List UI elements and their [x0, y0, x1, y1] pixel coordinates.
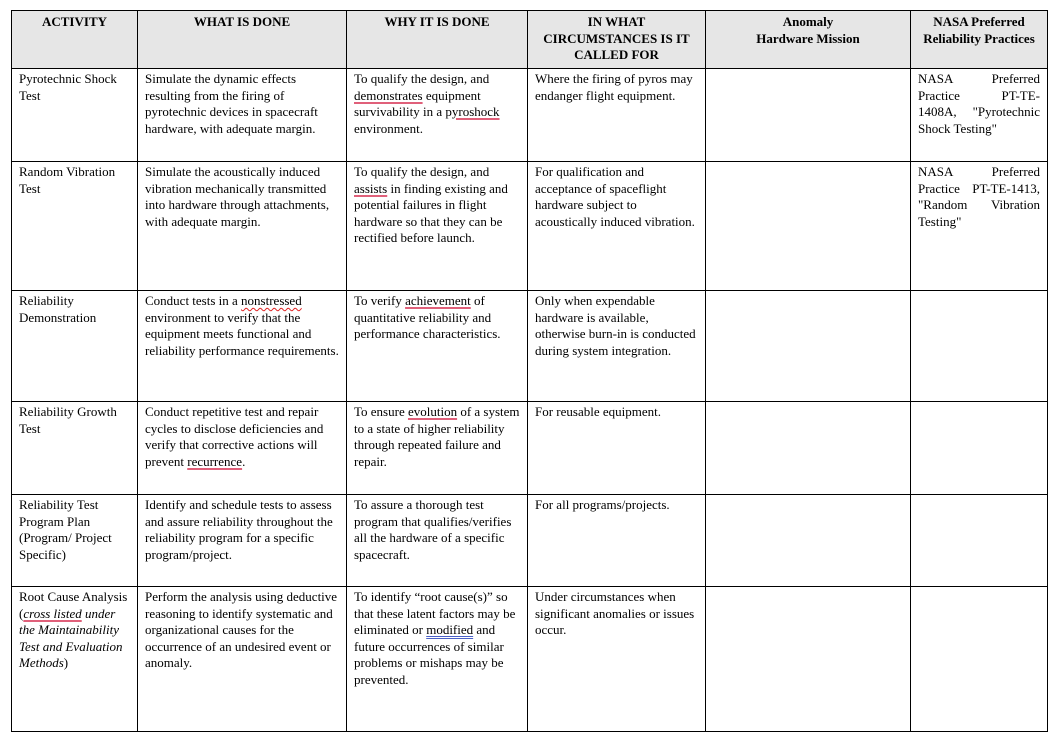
cell-why	[347, 162, 528, 291]
cell-anomaly	[706, 69, 911, 162]
cell-what-text: Conduct repetitive test and repair cycles to disclose deficiencies and verify that corrective actions will prevent	[145, 404, 324, 469]
cell-why	[347, 587, 528, 732]
table-row	[12, 587, 1048, 732]
cell-circumstances: For qualification and acceptance of spaceflight hardware subject to acoustically induced vibration.	[528, 162, 706, 291]
table-row	[12, 495, 1048, 587]
header-row	[12, 11, 1048, 69]
cell-anomaly	[706, 162, 911, 291]
table-row	[12, 69, 1048, 162]
flagged-word: pyroshock	[445, 104, 500, 119]
misspelled-word: nonstressed	[241, 293, 302, 308]
cell-why-text: To verify	[354, 293, 406, 308]
flagged-word: assists	[354, 180, 388, 196]
cell-why-text: of quantitative reliability and performance characteristics.	[354, 293, 501, 341]
header-anomaly-label: Anomaly Hardware Mission	[756, 14, 860, 46]
cell-why-text: environment.	[354, 120, 423, 136]
cell-circumstances: For all programs/projects.	[528, 495, 706, 587]
cell-activity-note: under the Maintainability Test and Evaluation Methods	[19, 605, 123, 670]
cell-nasa-practice: NASA Preferred Practice PT-TE-1413, "Random Vibration Testing"	[911, 162, 1048, 291]
cell-why-text: To qualify the design, and	[354, 71, 490, 86]
cell-nasa-practice: NASA Preferred Practice PT-TE-1408A, "Pyrotechnic Shock Testing"	[911, 69, 1048, 162]
cell-what	[138, 291, 347, 402]
flagged-word: recurrence	[187, 453, 243, 469]
header-circumstances: IN WHAT CIRCUMSTANCES IS IT CALLED FOR	[528, 11, 706, 69]
cell-circumstances: Only when expendable hardware is available, otherwise burn-in is conducted during system integration.	[528, 291, 706, 402]
cell-why: To assure a thorough test program that qualifies/verifies all the hardware of a specific spacecraft.	[347, 495, 528, 587]
flagged-word: evolution	[407, 404, 458, 419]
cell-circumstances: Under circumstances when significant anomalies or issues occur.	[528, 587, 706, 732]
cell-activity-open: (	[19, 605, 24, 621]
flagged-word: modified	[426, 622, 474, 637]
cell-activity: Pyrotechnic Shock Test	[12, 69, 138, 162]
header-what-is-done: WHAT IS DONE	[138, 11, 347, 69]
cell-why-text: of a system to a state of higher reliability through repeated failure and repair.	[354, 404, 520, 469]
cell-anomaly	[706, 291, 911, 402]
cell-circumstances: For reusable equipment.	[528, 402, 706, 495]
cell-activity: Random Vibration Test	[12, 162, 138, 291]
cell-activity: Reliability Test Program Plan (Program/ Project Specific)	[12, 495, 138, 587]
cell-what: Perform the analysis using deductive reasoning to identify systematic and organizational causes for the occurrence of an undesired event or anomaly.	[138, 587, 347, 732]
cell-what	[138, 402, 347, 495]
cell-why	[347, 69, 528, 162]
cell-why-text: in finding existing and potential failures in flight hardware so that they can be rectified before launch.	[354, 180, 508, 245]
flagged-word: demonstrates	[354, 87, 423, 103]
cell-what-text: environment to verify that the equipment meets functional and reliability performance requirements.	[145, 309, 339, 358]
cell-what: Simulate the acoustically induced vibration mechanically transmitted into hardware through attachments, with adequate margin.	[138, 162, 347, 291]
cell-nasa-practice	[911, 402, 1048, 495]
header-why-it-is-done: WHY IT IS DONE	[347, 11, 528, 69]
cell-activity-close: )	[63, 655, 69, 670]
header-activity: ACTIVITY	[12, 11, 138, 69]
cell-why	[347, 402, 528, 495]
cell-nasa-practice	[911, 587, 1048, 732]
table-row	[12, 162, 1048, 291]
cell-circumstances: Where the firing of pyros may endanger flight equipment.	[528, 69, 706, 162]
cell-what: Simulate the dynamic effects resulting from the firing of pyrotechnic devices in spacecraft hardware, with adequate margin.	[138, 69, 347, 162]
cell-nasa-practice	[911, 495, 1048, 587]
cell-why-text: equipment survivability in a	[354, 87, 481, 119]
flagged-word: achievement	[405, 293, 471, 308]
cell-why-text: To qualify the design, and	[354, 164, 490, 179]
cell-nasa-practice	[911, 291, 1048, 402]
cell-why	[347, 291, 528, 402]
cell-why-text: To identify “root cause(s)” so that these latent factors may be eliminated or	[354, 589, 516, 637]
cell-anomaly	[706, 402, 911, 495]
cell-what-text: .	[242, 453, 246, 469]
reliability-activities-table	[11, 10, 1048, 732]
cell-why-text: and future occurrences of similar problems or mishaps may be prevented.	[354, 622, 504, 687]
cell-activity: Reliability Growth Test	[12, 402, 138, 495]
cell-anomaly	[706, 587, 911, 732]
cell-anomaly	[706, 495, 911, 587]
header-anomaly	[706, 11, 911, 69]
table-row	[12, 291, 1048, 402]
header-nasa-practices: NASA Preferred Reliability Practices	[911, 11, 1048, 69]
cell-why-text: To ensure	[354, 404, 408, 419]
cell-activity	[12, 587, 138, 732]
cell-activity-text: Root Cause Analysis	[19, 589, 128, 604]
table-row	[12, 402, 1048, 495]
cell-activity: Reliability Demonstration	[12, 291, 138, 402]
cell-what-text: Conduct tests in a	[145, 293, 242, 308]
cell-what: Identify and schedule tests to assess and assure reliability throughout the reliability program for a specific program/project.	[138, 495, 347, 587]
flagged-word: cross listed	[23, 605, 82, 621]
